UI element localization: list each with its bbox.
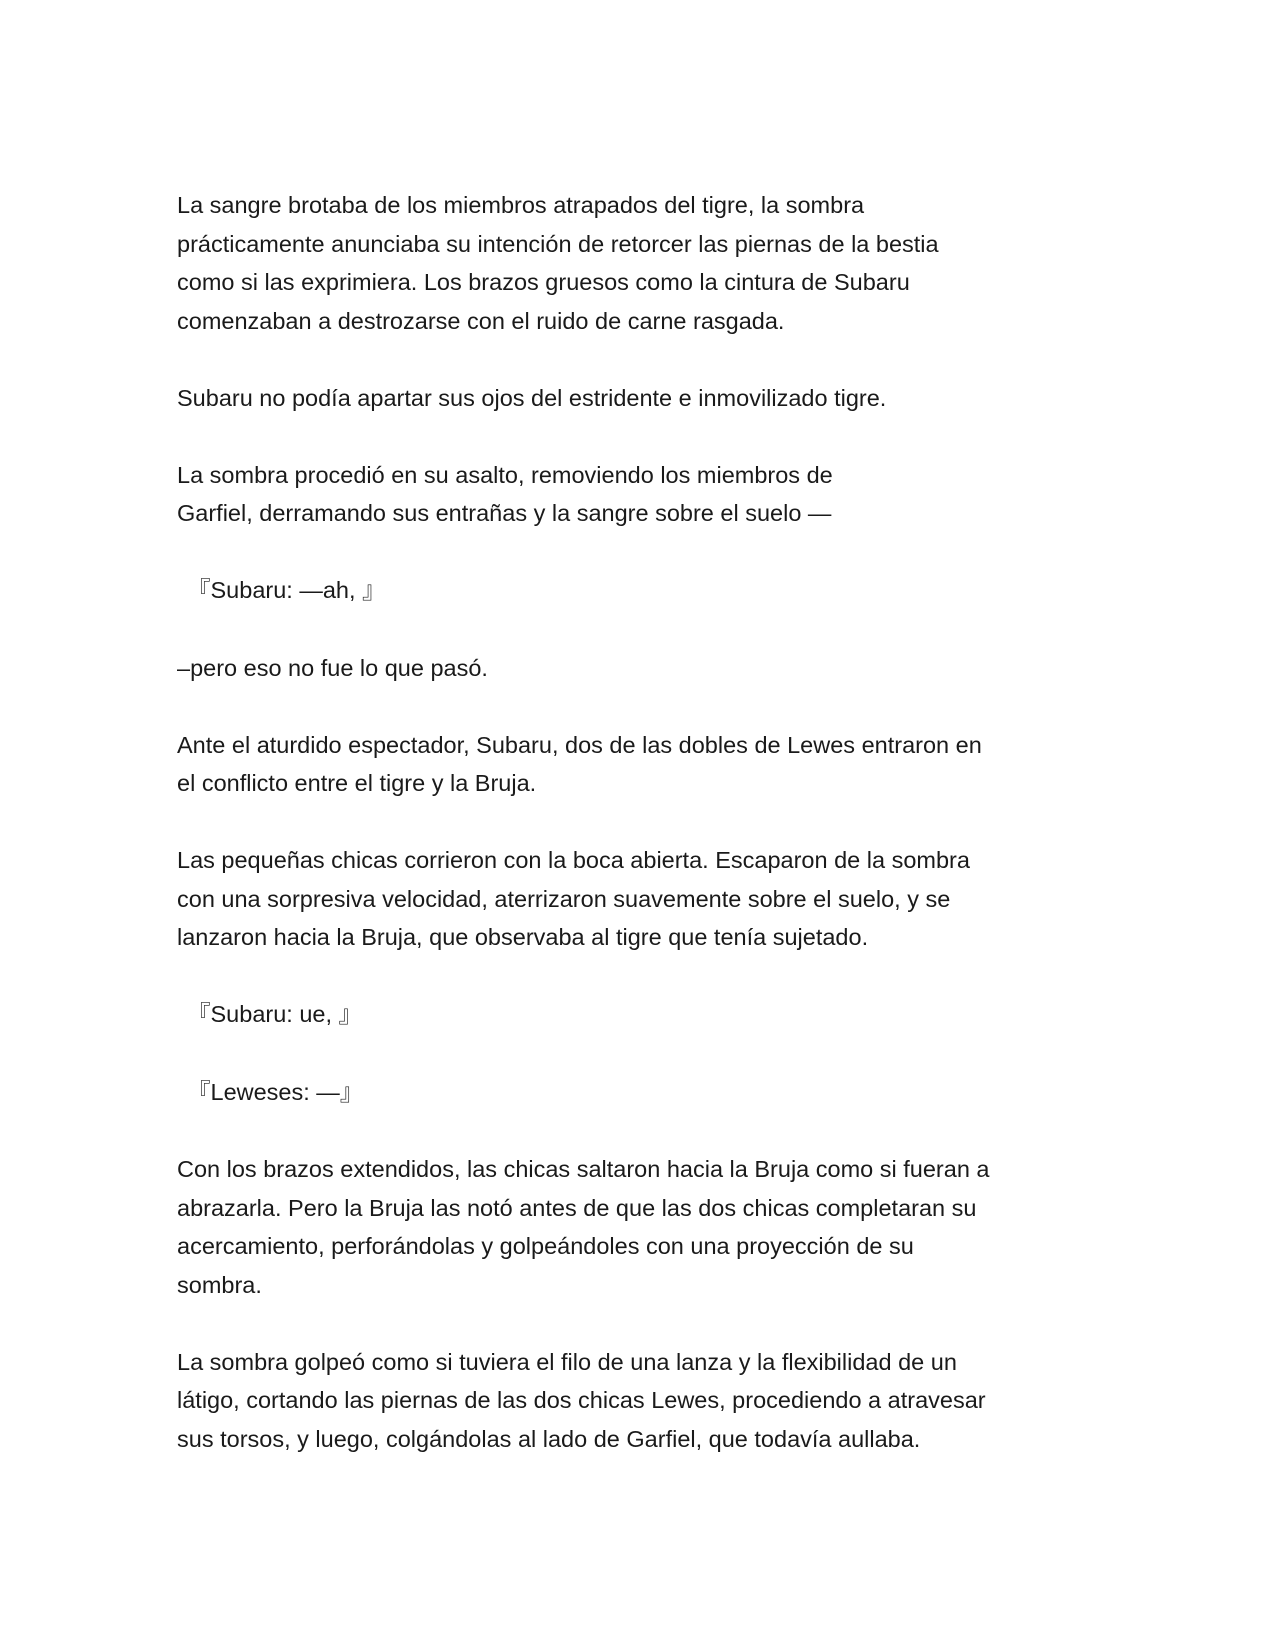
dialogue-subaru-ue: 『Subaru: ue, 』 (187, 1001, 363, 1027)
paragraph-7: Con los brazos extendidos, las chicas saltaron hacia la Bruja como si fueran a abrazarla. Pero la Bruja las notó antes de que las dos chicas completaran su acercamiento, perforándolas y golpeándoles con una proyección de su sombra. (177, 1156, 990, 1298)
paragraph-6: Las pequeñas chicas corrieron con la boca abierta. Escaparon de la sombra con una sorpresiva velocidad, aterrizaron suavemente sobre el suelo, y se lanzaron hacia la Bruja, que observaba al tigre que tenía sujetado. (177, 847, 970, 950)
paragraph-3: La sombra procedió en su asalto, removiendo los miembros de Garfiel, derramando sus entrañas y la sangre sobre el suelo — (177, 461, 833, 526)
dialogue-leweses: 『Leweses: —』 (187, 1078, 364, 1105)
paragraph-5: Ante el aturdido espectador, Subaru, dos de las dobles de Lewes entraron en el conflicto entre el tigre y la Bruja. (177, 731, 982, 796)
paragraph-8: La sombra golpeó como si tuviera el filo de una lanza y la flexibilidad de un látigo, cortando las piernas de las dos chicas Lewes, procediendo a atravesar sus torsos, y luego, colgándolas al lado de Garfiel, que todavía aullaba. (177, 1348, 986, 1452)
body-text (177, 186, 1107, 1497)
dialogue-subaru-ah: 『Subaru: —ah, 』 (187, 577, 386, 603)
paragraph-1: La sangre brotaba de los miembros atrapados del tigre, la sombra prácticamente anunciaba su intención de retorcer las piernas de la bestia como si las exprimiera. Los brazos gruesos como la cintura de Subaru comenzaban a destrozarse con el ruido de carne rasgada. (177, 192, 939, 334)
paragraph-2: Subaru no podía apartar sus ojos del estridente e inmovilizado tigre. (177, 384, 887, 411)
paragraph-4: –pero eso no fue lo que pasó. (177, 654, 488, 681)
